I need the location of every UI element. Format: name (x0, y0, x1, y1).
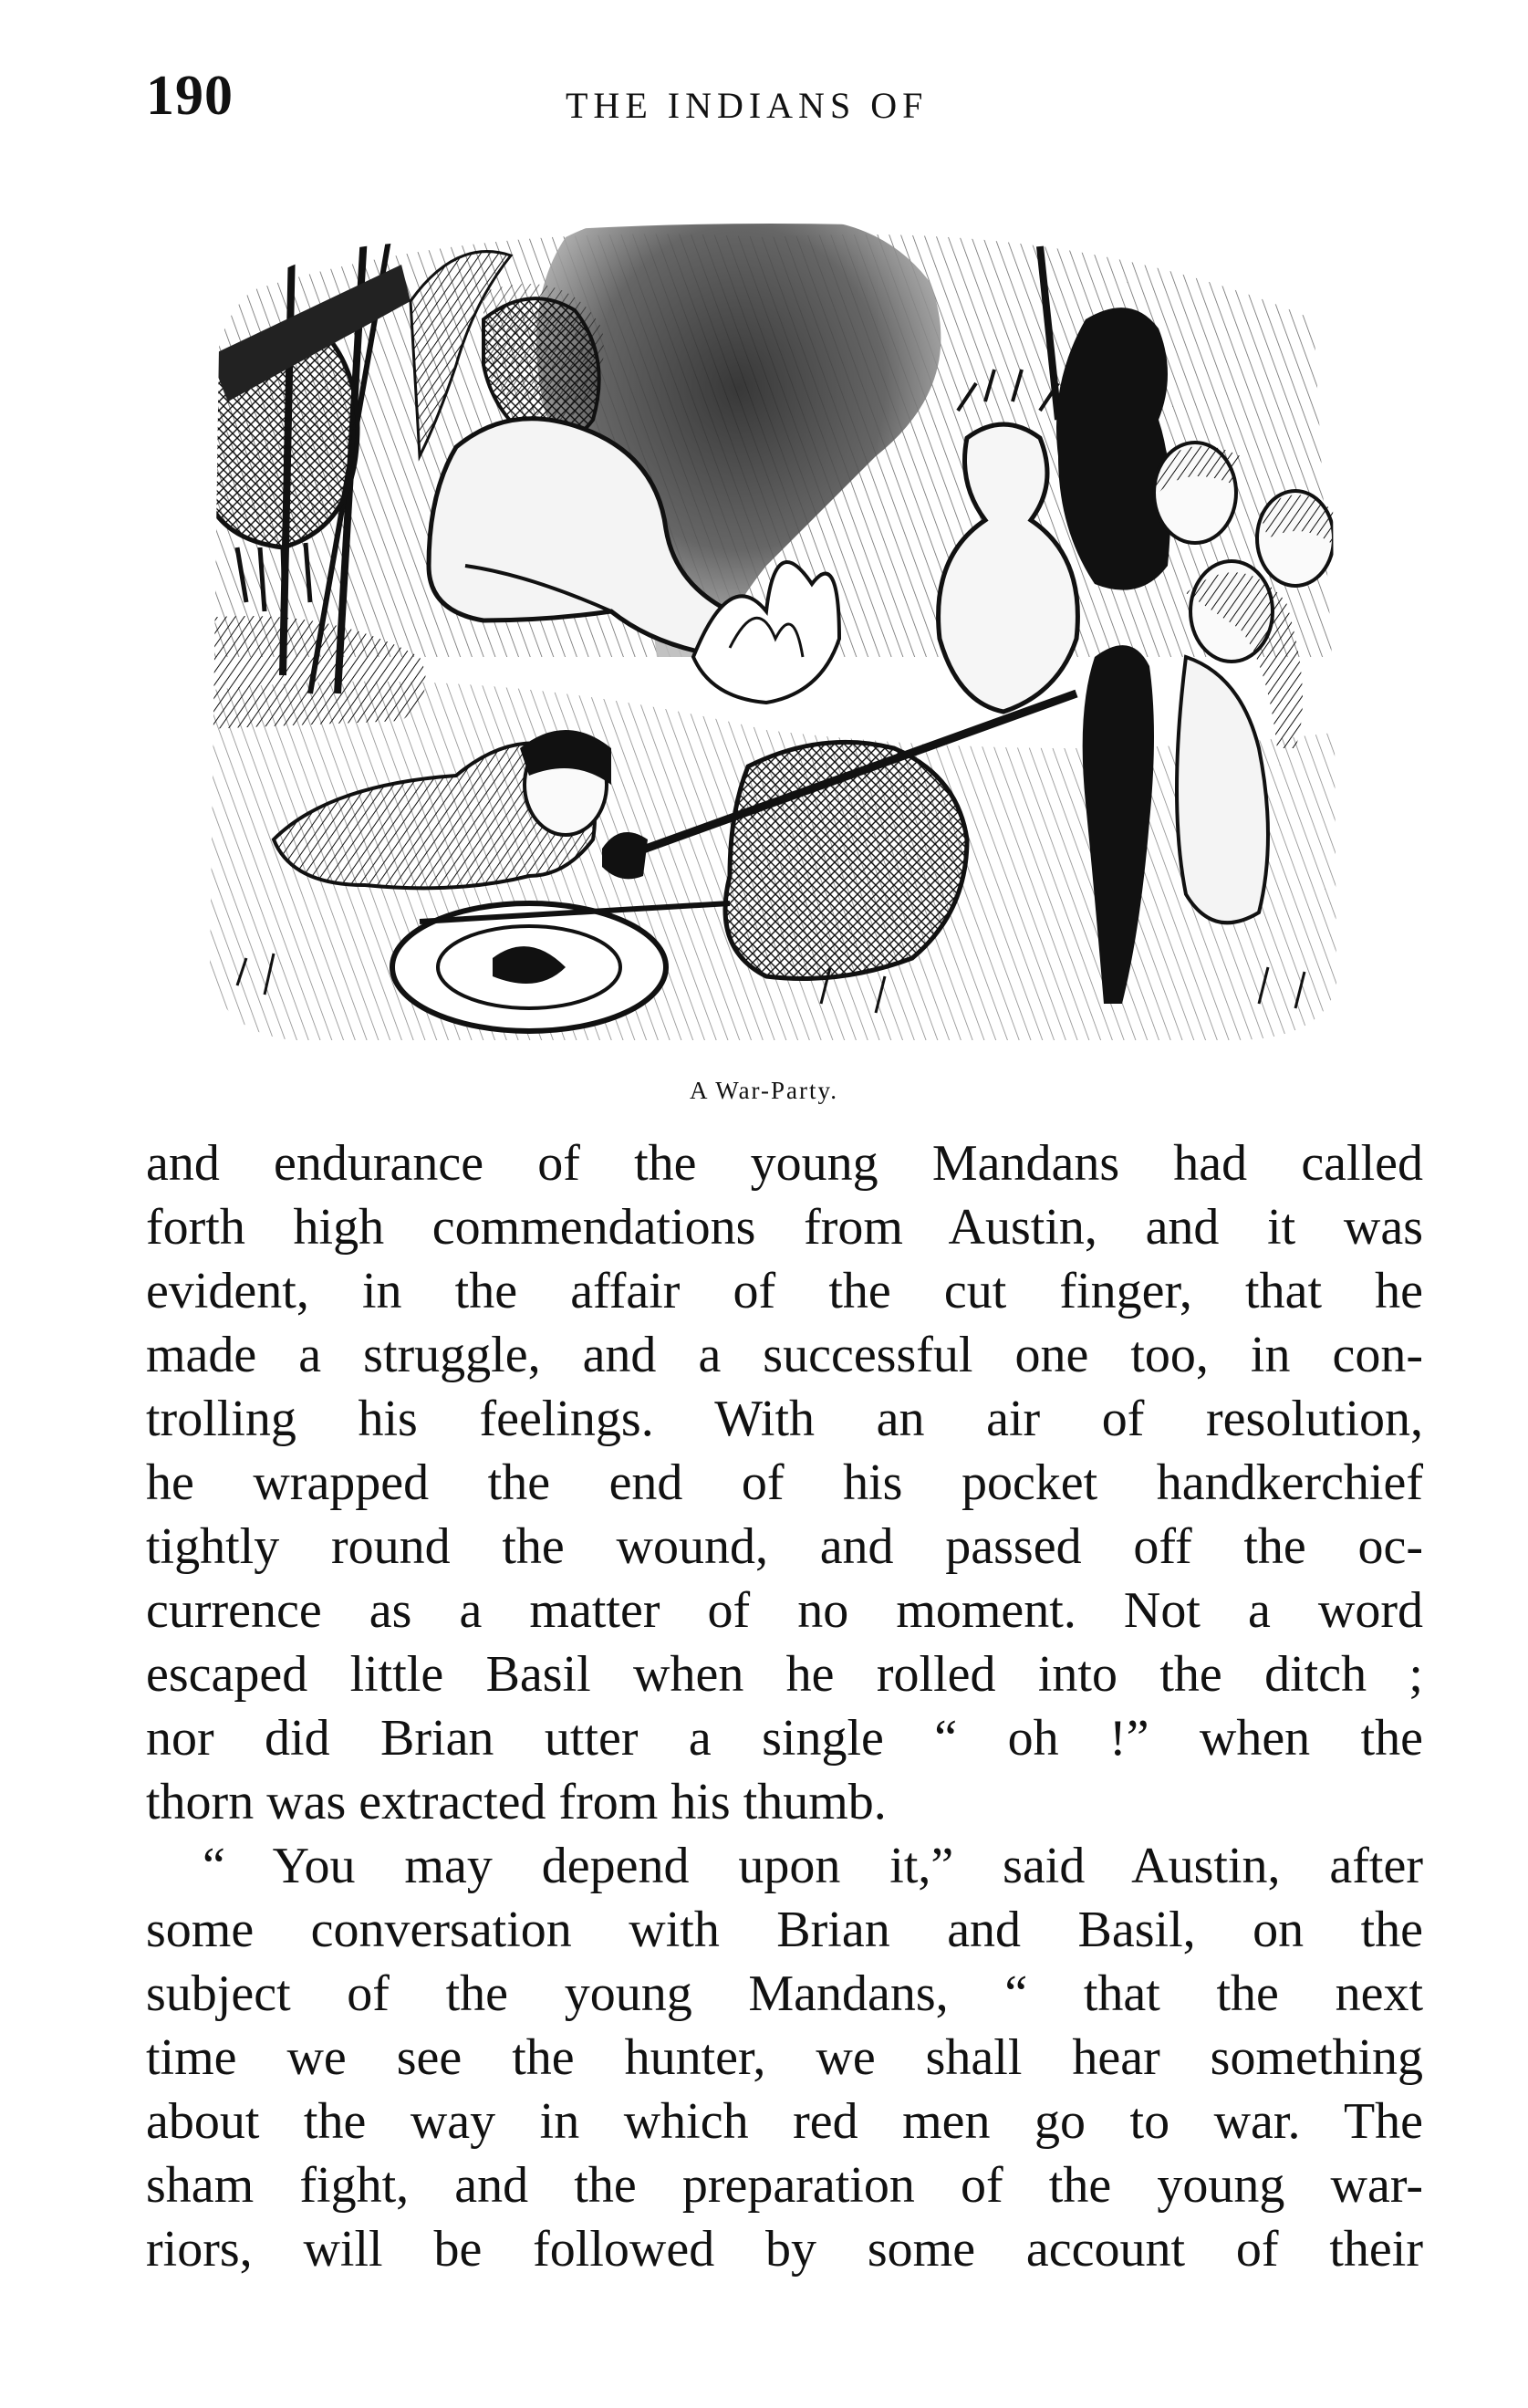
text-line: some conversation with Brian and Basil, on the (146, 1902, 1423, 1958)
text-line: riors, will be followed by some account of their (146, 2221, 1423, 2278)
text-line: nor did Brian utter a single “ oh !” when the (146, 1710, 1423, 1767)
text-line: currence as a matter of no moment. Not a word (146, 1582, 1423, 1639)
illustration-caption: A War-Party. (689, 1077, 838, 1104)
text-line: about the way in which red men go to war. The (146, 2093, 1423, 2150)
page-header (146, 64, 1419, 146)
text-line: sham fight, and the preparation of the young war- (146, 2157, 1423, 2214)
running-head: THE INDIANS OF (566, 85, 929, 126)
text-line: thorn was extracted from his thumb. (146, 1774, 887, 1830)
text-line: escaped little Basil when he rolled into the ditch ; (146, 1646, 1423, 1703)
page-number: 190 (146, 65, 234, 127)
text-line: and endurance of the young Mandans had called (146, 1135, 1423, 1192)
text-line: evident, in the affair of the cut finger, that he (146, 1263, 1423, 1319)
text-line: tightly round the wound, and passed off the oc- (146, 1518, 1423, 1575)
body-text (146, 1131, 1423, 2281)
text-line: made a struggle, and a successful one too, in con- (146, 1327, 1423, 1383)
text-line: he wrapped the end of his pocket handkerchief (146, 1454, 1423, 1511)
text-line: trolling his feelings. With an air of resolution, (146, 1391, 1423, 1447)
text-line: “ You may depend upon it,” said Austin, after (203, 1838, 1423, 1894)
text-line: forth high commendations from Austin, and it was (146, 1199, 1423, 1256)
text-line: subject of the young Mandans, “ that the next (146, 1965, 1423, 2022)
text-line: time we see the hunter, we shall hear something (146, 2029, 1423, 2086)
war-party-engraving-icon (182, 182, 1355, 1058)
war-party-illustration (182, 182, 1355, 1058)
